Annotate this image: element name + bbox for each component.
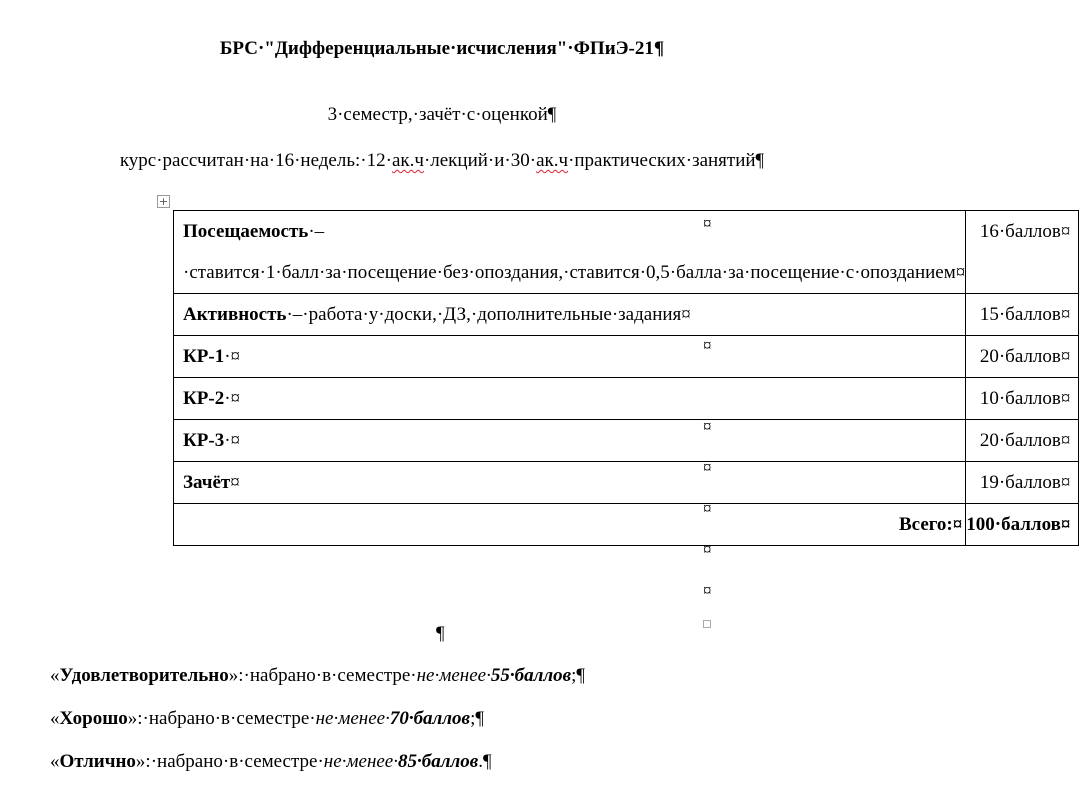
course-text-1: курс·рассчитан·на·16·недель:·12· [119, 150, 392, 171]
row-points[interactable]: 15·баллов¤ [966, 294, 1079, 336]
grade-name: Отлично [59, 751, 136, 772]
row-description[interactable] [174, 378, 966, 420]
row-description[interactable] [174, 294, 966, 336]
spellcheck-word-1[interactable]: ак.ч [391, 150, 424, 171]
table-row [174, 378, 1079, 420]
grade-threshold: 55·баллов [490, 665, 572, 686]
grade-end: .¶ [478, 751, 492, 772]
row-title: КР-1 [183, 346, 225, 367]
grade-good [50, 708, 484, 730]
quote-open: « [50, 665, 60, 686]
table-move-handle-icon[interactable]: + [158, 195, 169, 208]
spellcheck-word-2[interactable]: ак.ч [536, 150, 569, 171]
table-resize-handle-icon[interactable] [703, 620, 711, 628]
row-description[interactable] [174, 462, 966, 504]
row-points[interactable]: 20·баллов¤ [966, 420, 1079, 462]
grade-threshold: 85·баллов [398, 751, 479, 772]
row-points[interactable]: 10·баллов¤ [966, 378, 1079, 420]
grade-text: »:·набрано·в·семестре· [127, 708, 316, 729]
course-text-3: ·практических·занятий¶ [568, 150, 765, 171]
row-detail: ·¤ [224, 346, 241, 367]
row-title: Активность [183, 304, 287, 325]
row-title: Посещаемость [183, 221, 309, 242]
row-description[interactable] [174, 336, 966, 378]
row-detail: ¤ [230, 472, 240, 493]
grade-name: Хорошо [59, 708, 128, 729]
row-end-mark: ¤ [703, 540, 712, 559]
row-end-mark: ¤ [703, 458, 712, 477]
row-points[interactable]: 20·баллов¤ [966, 336, 1079, 378]
course-text-2: ·лекций·и·30· [423, 150, 537, 171]
grade-end: ;¶ [470, 708, 484, 729]
row-title: КР-3 [183, 430, 225, 451]
document-title: БРС·"Дифференциальные·исчисления"·ФПиЭ-21¶ [219, 38, 665, 59]
row-end-mark: ¤ [703, 581, 712, 600]
grade-condition: не·менее· [323, 751, 398, 772]
row-title: КР-2 [183, 388, 225, 409]
row-detail: ·¤ [224, 430, 241, 451]
row-points[interactable]: 19·баллов¤ [966, 462, 1079, 504]
semester-line: 3·семестр,·зачёт·с·оценкой¶ [327, 104, 557, 125]
grade-name: Удовлетворительно [59, 665, 229, 686]
row-points[interactable]: 16·баллов¤ [966, 211, 1079, 294]
row-end-mark: ¤ [703, 417, 712, 436]
grade-satisfactory [50, 665, 585, 687]
grades-table [173, 210, 1079, 546]
grade-text: »:·набрано·в·семестре· [135, 751, 324, 772]
table-row [174, 462, 1079, 504]
table-total-row [174, 504, 1079, 546]
total-label[interactable]: Всего:¤ [174, 504, 966, 546]
quote-open: « [50, 708, 60, 729]
grade-text: »:·набрано·в·семестре· [228, 665, 417, 686]
row-description[interactable] [174, 420, 966, 462]
table-row [174, 336, 1079, 378]
course-line [0, 150, 884, 172]
row-end-mark: ¤ [703, 336, 712, 355]
table-row [174, 294, 1079, 336]
grade-condition: не·менее· [416, 665, 491, 686]
quote-open: « [50, 751, 60, 772]
paragraph-mark: ¶ [436, 623, 445, 644]
row-detail: ·–·работа·у·доски,·ДЗ,·дополнительные·задания¤ [286, 304, 691, 325]
row-description[interactable] [174, 211, 966, 294]
grade-threshold: 70·баллов [389, 708, 471, 729]
row-title: Зачёт [183, 472, 231, 493]
table-row [174, 211, 1079, 294]
grade-excellent [50, 751, 492, 773]
row-detail: ·–·ставится·1·балл·за·посещение·без·опоздания,·ставится·0,5·балла·за·посещение·с·опозданием¤ [183, 221, 966, 283]
table-row [174, 420, 1079, 462]
row-end-mark: ¤ [703, 499, 712, 518]
total-points[interactable]: 100·баллов¤ [966, 504, 1079, 546]
row-end-mark: ¤ [703, 214, 712, 233]
row-detail: ·¤ [224, 388, 241, 409]
grade-end: ;¶ [571, 665, 585, 686]
grade-condition: не·менее· [315, 708, 390, 729]
